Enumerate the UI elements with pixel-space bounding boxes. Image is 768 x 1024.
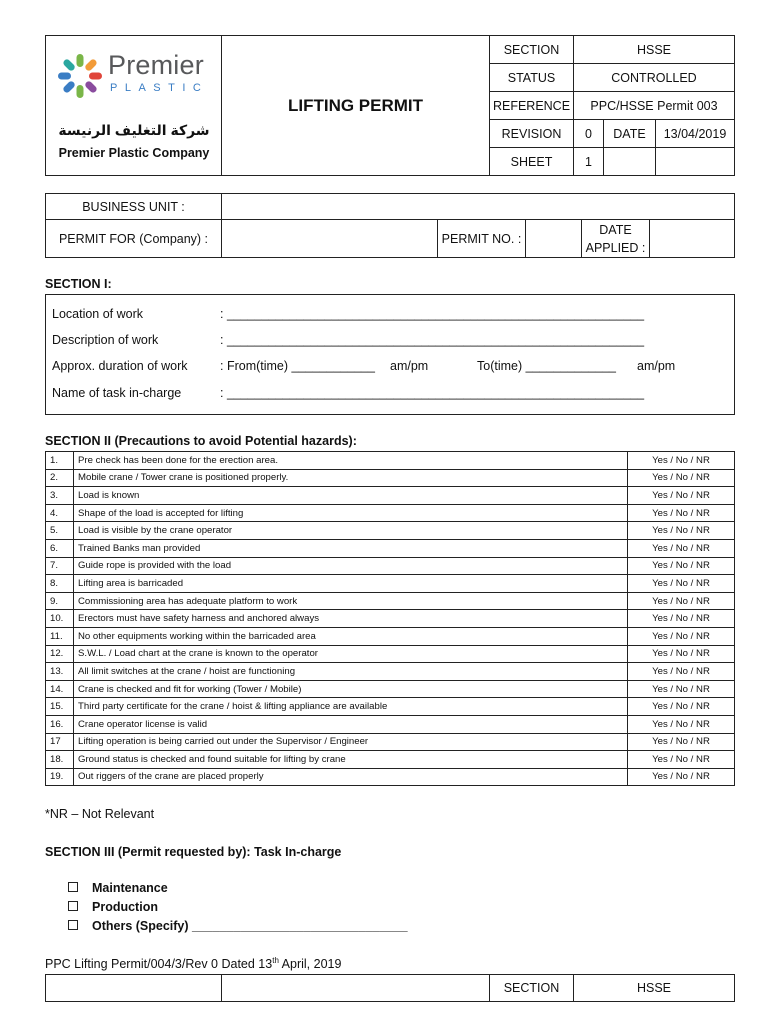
section2-heading: SECTION II (Precautions to avoid Potential hazards): <box>45 434 357 448</box>
precaution-number: 8. <box>46 575 74 593</box>
to-time-field[interactable]: To(time) _____________ <box>477 359 616 373</box>
precaution-text: Crane operator license is valid <box>74 715 628 733</box>
description-line[interactable]: : ____________________________________________________________ <box>220 333 645 347</box>
precaution-answer[interactable]: Yes / No / NR <box>628 698 735 716</box>
taskincharge-label: Name of task in-charge <box>52 386 182 400</box>
business-unit-label: BUSINESS UNIT : <box>46 194 222 220</box>
precaution-number: 12. <box>46 645 74 663</box>
reference-label: REFERENCE <box>490 92 574 120</box>
option-others[interactable] <box>68 919 408 933</box>
precaution-answer[interactable]: Yes / No / NR <box>628 663 735 681</box>
premier-logo-icon <box>54 50 106 102</box>
precaution-number: 19. <box>46 768 74 786</box>
precaution-number: 13. <box>46 663 74 681</box>
precaution-answer[interactable]: Yes / No / NR <box>628 733 735 751</box>
precaution-row <box>46 733 735 751</box>
revision-value: 0 <box>574 120 604 148</box>
document-reference <box>45 956 341 971</box>
precaution-row <box>46 469 735 487</box>
precaution-row <box>46 452 735 470</box>
doc-ref-end: April, 2019 <box>278 957 342 972</box>
precaution-text: Lifting operation is being carried out under the Supervisor / Engineer <box>74 733 628 751</box>
status-label: STATUS <box>490 64 574 92</box>
precaution-text: Pre check has been done for the erection area. <box>74 452 628 470</box>
precaution-row <box>46 680 735 698</box>
precaution-number: 1. <box>46 452 74 470</box>
precaution-text: Third party certificate for the crane / hoist & lifting appliance are available <box>74 698 628 716</box>
precaution-text: No other equipments working within the barricaded area <box>74 627 628 645</box>
precaution-answer[interactable]: Yes / No / NR <box>628 557 735 575</box>
date-applied-line2: APPLIED : <box>585 240 646 255</box>
precaution-answer[interactable]: Yes / No / NR <box>628 504 735 522</box>
precaution-text: Crane is checked and fit for working (Tower / Mobile) <box>74 680 628 698</box>
precaution-number: 10. <box>46 610 74 628</box>
precaution-text: Mobile crane / Tower crane is positioned properly. <box>74 469 628 487</box>
precaution-text: Trained Banks man provided <box>74 539 628 557</box>
precaution-text: Erectors must have safety harness and anchored always <box>74 610 628 628</box>
precaution-row <box>46 592 735 610</box>
precaution-number: 4. <box>46 504 74 522</box>
precaution-number: 6. <box>46 539 74 557</box>
description-label: Description of work <box>52 333 159 347</box>
sheet-label: SHEET <box>490 148 574 175</box>
precaution-row <box>46 575 735 593</box>
precaution-answer[interactable]: Yes / No / NR <box>628 715 735 733</box>
precaution-text: Shape of the load is accepted for lifting <box>74 504 628 522</box>
precaution-number: 11. <box>46 627 74 645</box>
precaution-number: 9. <box>46 592 74 610</box>
company-full-name: Premier Plastic Company <box>58 146 210 160</box>
precaution-number: 3. <box>46 487 74 505</box>
precaution-row <box>46 522 735 540</box>
precaution-text: Ground status is checked and found suitable for lifting by crane <box>74 751 628 769</box>
footer-section-label: SECTION <box>490 975 574 1001</box>
doc-ref-main: PPC Lifting Permit/004/3/Rev 0 Dated 13 <box>45 957 273 972</box>
section3-heading: SECTION III (Permit requested by): Task In-charge <box>45 845 342 859</box>
precaution-number: 7. <box>46 557 74 575</box>
taskincharge-line[interactable]: : ____________________________________________________________ <box>220 386 645 400</box>
precaution-number: 17 <box>46 733 74 751</box>
logo-wordmark: Premier <box>108 50 204 80</box>
permit-no-field[interactable] <box>526 220 582 257</box>
logo-subtitle: PLASTIC <box>110 82 209 94</box>
precaution-text: All limit switches at the crane / hoist are functioning <box>74 663 628 681</box>
section-label: SECTION <box>490 36 574 64</box>
option-maintenance[interactable] <box>68 881 168 895</box>
option-others-label: Others (Specify) _______________________________ <box>92 919 408 933</box>
footer-blank-1 <box>46 975 222 1001</box>
precaution-row <box>46 557 735 575</box>
precaution-answer[interactable]: Yes / No / NR <box>628 469 735 487</box>
precaution-number: 14. <box>46 680 74 698</box>
date-label: DATE <box>604 120 656 148</box>
to-ampm: am/pm <box>637 359 676 373</box>
precaution-text: Guide rope is provided with the load <box>74 557 628 575</box>
sheet-blank-1 <box>604 148 656 175</box>
date-applied-label <box>582 220 650 257</box>
status-value: CONTROLLED <box>574 64 734 92</box>
option-maintenance-label: Maintenance <box>92 881 168 895</box>
duration-label: Approx. duration of work <box>52 359 188 373</box>
permit-for-field[interactable] <box>222 220 438 257</box>
precaution-text: S.W.L. / Load chart at the crane is known to the operator <box>74 645 628 663</box>
precaution-text: Load is visible by the crane operator <box>74 522 628 540</box>
from-ampm: am/pm <box>390 359 429 373</box>
location-line[interactable]: : ____________________________________________________________ <box>220 307 645 321</box>
precaution-row <box>46 645 735 663</box>
checkbox-icon[interactable] <box>68 920 78 930</box>
sheet-blank-2 <box>656 148 734 175</box>
permit-for-label: PERMIT FOR (Company) : <box>46 220 222 257</box>
date-applied-line1: DATE <box>599 222 632 237</box>
footer-section-value: HSSE <box>636 981 672 995</box>
precaution-row <box>46 698 735 716</box>
precautions-table <box>45 451 735 786</box>
precaution-row <box>46 715 735 733</box>
business-unit-field[interactable] <box>222 194 734 220</box>
section1-heading: SECTION I: <box>45 277 112 291</box>
precaution-answer[interactable]: Yes / No / NR <box>628 680 735 698</box>
date-applied-field[interactable] <box>650 220 734 257</box>
info-table <box>45 193 735 258</box>
sheet-value: 1 <box>574 148 604 175</box>
nr-footnote: *NR – Not Relevant <box>45 807 155 821</box>
precaution-row <box>46 751 735 769</box>
precaution-number: 5. <box>46 522 74 540</box>
date-value: 13/04/2019 <box>656 120 734 148</box>
precaution-answer[interactable]: Yes / No / NR <box>628 575 735 593</box>
precaution-answer[interactable]: Yes / No / NR <box>628 487 735 505</box>
precaution-answer[interactable]: Yes / No / NR <box>628 645 735 663</box>
precaution-number: 2. <box>46 469 74 487</box>
precaution-text: Out riggers of the crane are placed properly <box>74 768 628 786</box>
revision-label: REVISION <box>490 120 574 148</box>
precaution-answer[interactable]: Yes / No / NR <box>628 610 735 628</box>
header-table <box>45 35 735 176</box>
from-time-field[interactable]: : From(time) ____________ <box>220 359 375 373</box>
checkbox-icon[interactable] <box>68 901 78 911</box>
form-title: LIFTING PERMIT <box>222 36 490 175</box>
precaution-text: Load is known <box>74 487 628 505</box>
precaution-row <box>46 539 735 557</box>
option-production[interactable] <box>68 900 158 914</box>
precaution-answer[interactable]: Yes / No / NR <box>628 452 735 470</box>
precaution-row <box>46 504 735 522</box>
precaution-answer[interactable]: Yes / No / NR <box>628 522 735 540</box>
precaution-answer[interactable]: Yes / No / NR <box>628 627 735 645</box>
precaution-answer[interactable]: Yes / No / NR <box>628 768 735 786</box>
option-production-label: Production <box>92 900 158 914</box>
precaution-text: Lifting area is barricaded <box>74 575 628 593</box>
precaution-answer[interactable]: Yes / No / NR <box>628 539 735 557</box>
checkbox-icon[interactable] <box>68 882 78 892</box>
footer-table <box>45 974 735 1002</box>
footer-blank-2 <box>222 975 490 1001</box>
precaution-row <box>46 663 735 681</box>
arabic-company-name: شركة التغليف الرنيسة <box>58 122 210 138</box>
precaution-number: 16. <box>46 715 74 733</box>
precaution-text: Commissioning area has adequate platform to work <box>74 592 628 610</box>
permit-no-label: PERMIT NO. : <box>438 220 526 257</box>
section-value: HSSE <box>574 36 734 64</box>
precaution-number: 15. <box>46 698 74 716</box>
precaution-row <box>46 487 735 505</box>
precaution-row <box>46 610 735 628</box>
precaution-number: 18. <box>46 751 74 769</box>
precaution-row <box>46 627 735 645</box>
location-label: Location of work <box>52 307 144 321</box>
doc-ref-sup: th <box>272 956 279 965</box>
precaution-answer[interactable]: Yes / No / NR <box>628 592 735 610</box>
reference-value: PPC/HSSE Permit 003 <box>574 92 734 120</box>
precaution-answer[interactable]: Yes / No / NR <box>628 751 735 769</box>
precaution-row <box>46 768 735 786</box>
